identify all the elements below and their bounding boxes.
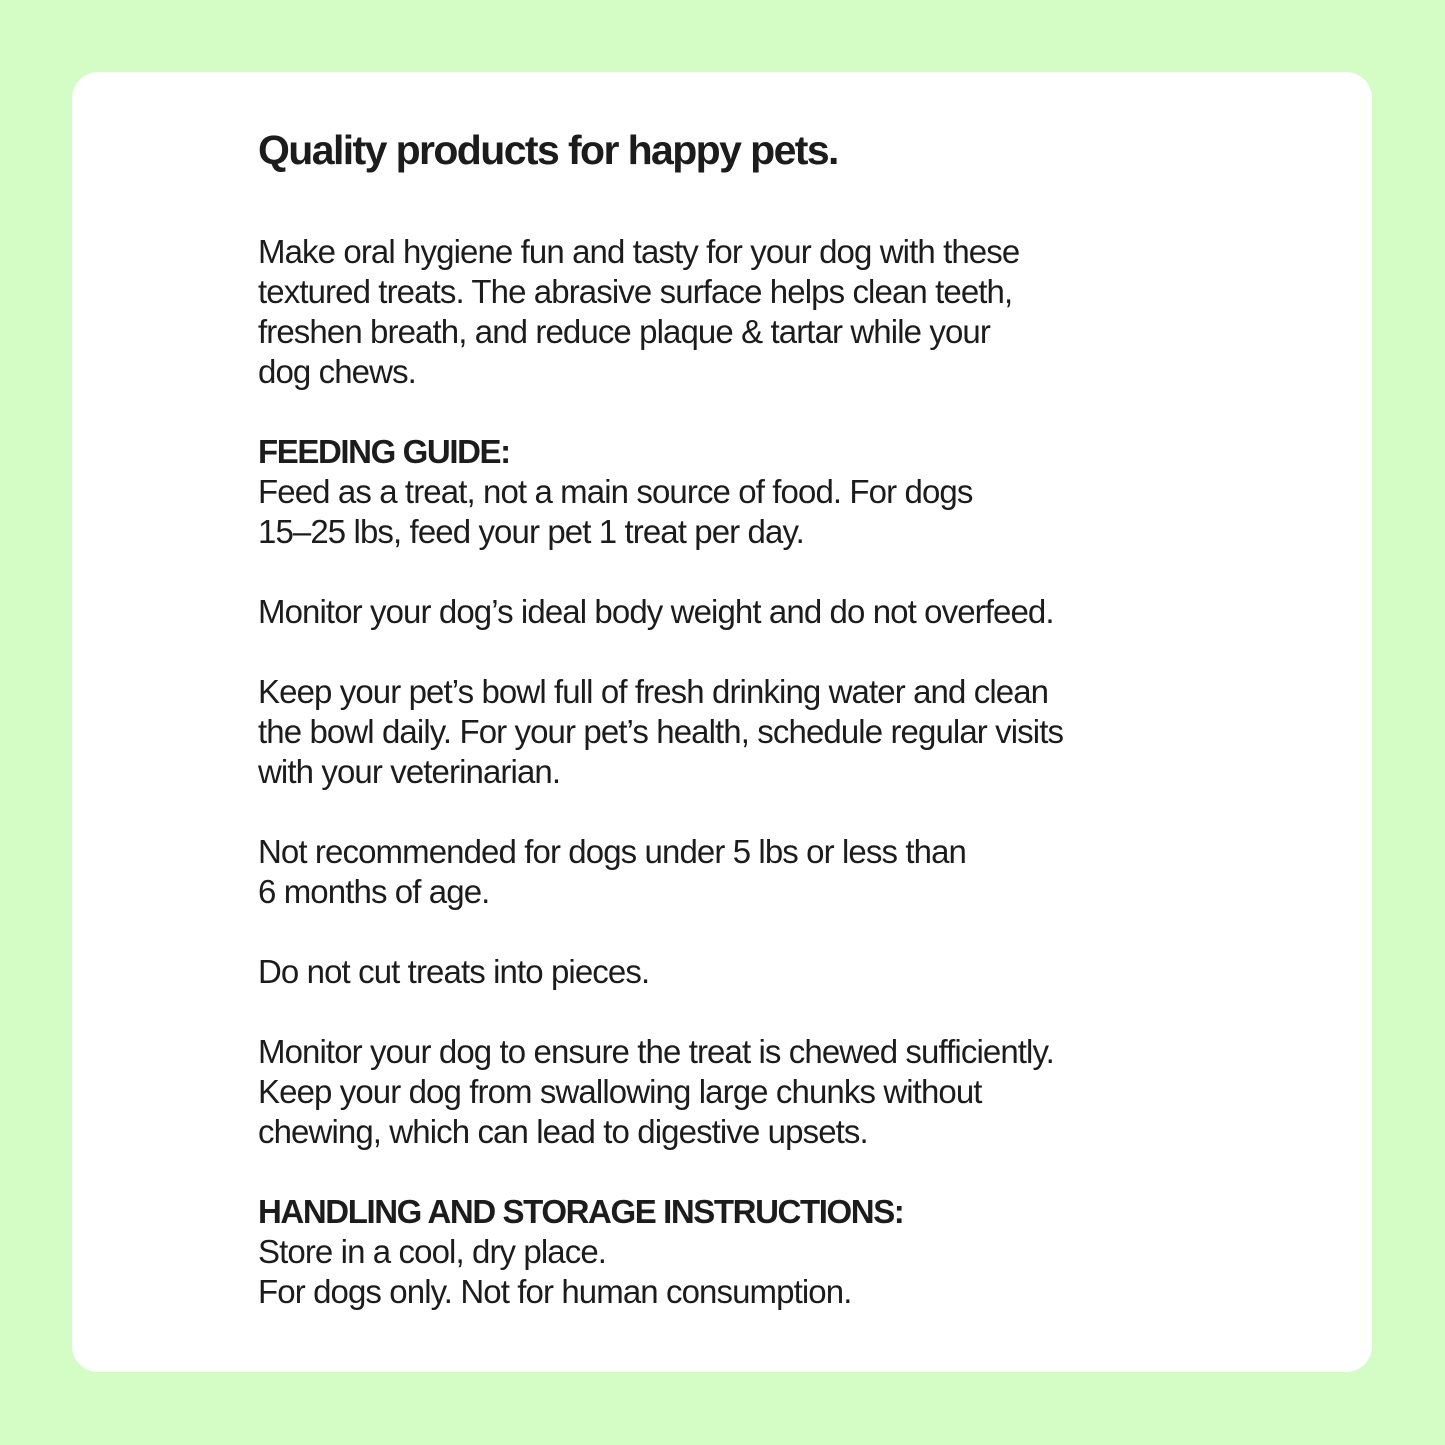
intro-paragraph bbox=[258, 232, 1268, 392]
chew-paragraph bbox=[258, 1032, 1268, 1152]
storage-line: For dogs only. Not for human consumption. bbox=[258, 1273, 852, 1310]
chew-line: Keep your dog from swallowing large chunks without bbox=[258, 1073, 982, 1110]
storage-heading: HANDLING AND STORAGE INSTRUCTIONS: bbox=[258, 1193, 904, 1230]
feeding-guide-line: 15–25 lbs, feed your pet 1 treat per day. bbox=[258, 513, 804, 550]
cut-line: Do not cut treats into pieces. bbox=[258, 953, 650, 990]
intro-line: freshen breath, and reduce plaque & tartar while your bbox=[258, 313, 990, 350]
intro-line: textured treats. The abrasive surface helps clean teeth, bbox=[258, 273, 1013, 310]
age-line: 6 months of age. bbox=[258, 873, 490, 910]
intro-line: Make oral hygiene fun and tasty for your dog with these bbox=[258, 233, 1020, 270]
card-content bbox=[258, 122, 1268, 1312]
storage-section bbox=[258, 1192, 1268, 1312]
water-paragraph bbox=[258, 672, 1268, 792]
feeding-guide-line: Feed as a treat, not a main source of food. For dogs bbox=[258, 473, 973, 510]
storage-line: Store in a cool, dry place. bbox=[258, 1233, 607, 1270]
feeding-guide-heading: FEEDING GUIDE: bbox=[258, 433, 510, 470]
page-title: Quality products for happy pets. bbox=[258, 127, 838, 173]
age-line: Not recommended for dogs under 5 lbs or less than bbox=[258, 833, 966, 870]
info-card bbox=[72, 72, 1372, 1372]
water-line: with your veterinarian. bbox=[258, 753, 561, 790]
water-line: Keep your pet’s bowl full of fresh drinking water and clean bbox=[258, 673, 1049, 710]
chew-line: chewing, which can lead to digestive upsets. bbox=[258, 1113, 868, 1150]
intro-line: dog chews. bbox=[258, 353, 416, 390]
weight-paragraph bbox=[258, 592, 1268, 632]
water-line: the bowl daily. For your pet’s health, schedule regular visits bbox=[258, 713, 1064, 750]
cut-paragraph bbox=[258, 952, 1268, 992]
weight-line: Monitor your dog’s ideal body weight and do not overfeed. bbox=[258, 593, 1054, 630]
age-paragraph bbox=[258, 832, 1268, 912]
feeding-guide-section bbox=[258, 432, 1268, 552]
chew-line: Monitor your dog to ensure the treat is chewed sufficiently. bbox=[258, 1033, 1054, 1070]
